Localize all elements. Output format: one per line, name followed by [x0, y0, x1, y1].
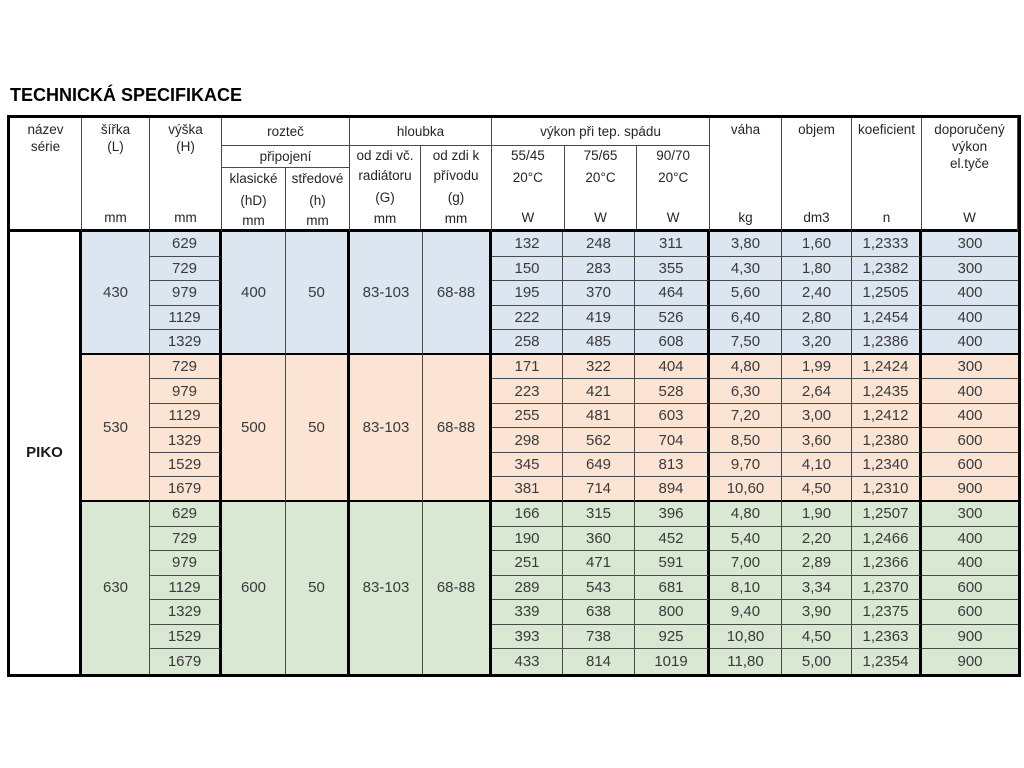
- height-cell: 729: [150, 257, 222, 282]
- power-75-65-cell: 421: [563, 379, 635, 404]
- height-cell: 1679: [150, 649, 222, 674]
- power-90-70-cell: 528: [635, 379, 710, 404]
- header-power-90-70-label: 90/70: [656, 148, 691, 163]
- header-power-55-45-unit: W: [521, 210, 535, 225]
- volume-cell: 2,40: [782, 281, 852, 306]
- el-power-cell: 900: [922, 649, 1018, 674]
- volume-cell: 3,20: [782, 330, 852, 355]
- power-90-70-cell: 452: [635, 527, 710, 552]
- height-cell: 979: [150, 379, 222, 404]
- volume-cell: 4,10: [782, 453, 852, 478]
- header-recommended-power: [922, 118, 1018, 232]
- weight-cell: 10,60: [710, 477, 782, 502]
- weight-cell: 4,80: [710, 502, 782, 527]
- power-90-70-cell: 404: [635, 355, 710, 380]
- header-pitch-classic-symbol: (hD): [240, 193, 267, 208]
- header-height: [150, 118, 222, 232]
- power-90-70-cell: 396: [635, 502, 710, 527]
- header-width-symbol: (L): [107, 138, 124, 154]
- depth-radiator-cell: 83-103: [350, 232, 423, 355]
- height-cell: 1129: [150, 306, 222, 331]
- el-power-cell: 600: [922, 576, 1018, 601]
- header-power-75-65: [565, 146, 638, 229]
- power-90-70-cell: 813: [635, 453, 710, 478]
- width-cell: 630: [82, 502, 150, 674]
- power-75-65-cell: 814: [563, 649, 635, 674]
- header-depth-title: hloubka: [350, 118, 491, 146]
- width-cell: 430: [82, 232, 150, 355]
- header-pitch-classic-label: klasické: [229, 171, 278, 186]
- weight-cell: 5,60: [710, 281, 782, 306]
- depth-supply-cell: 68-88: [423, 355, 492, 502]
- volume-cell: 3,00: [782, 404, 852, 429]
- pitch-central-cell: 50: [286, 355, 350, 502]
- header-power-90-70: [637, 146, 709, 229]
- width-cell: 530: [82, 355, 150, 502]
- coefficient-cell: 1,2310: [852, 477, 922, 502]
- height-cell: 729: [150, 527, 222, 552]
- power-55-45-cell: 345: [492, 453, 563, 478]
- power-55-45-cell: 255: [492, 404, 563, 429]
- volume-cell: 2,80: [782, 306, 852, 331]
- pitch-central-cell: 50: [286, 502, 350, 674]
- coefficient-cell: 1,2386: [852, 330, 922, 355]
- header-depth-supply-unit: mm: [444, 211, 468, 226]
- power-75-65-cell: 315: [563, 502, 635, 527]
- pitch-classic-cell: 500: [222, 355, 286, 502]
- height-cell: 629: [150, 502, 222, 527]
- coefficient-cell: 1,2507: [852, 502, 922, 527]
- power-75-65-cell: 370: [563, 281, 635, 306]
- header-power-75-65-unit: W: [594, 210, 607, 225]
- header-depth-radiator-line1: od zdi vč.: [356, 148, 414, 163]
- power-75-65-cell: 283: [563, 257, 635, 282]
- power-55-45-cell: 132: [492, 232, 563, 257]
- weight-cell: 8,10: [710, 576, 782, 601]
- power-90-70-cell: 591: [635, 551, 710, 576]
- volume-cell: 2,20: [782, 527, 852, 552]
- height-cell: 729: [150, 355, 222, 380]
- header-height-symbol: (H): [176, 138, 195, 154]
- weight-cell: 11,80: [710, 649, 782, 674]
- header-series-name-line1: název: [27, 122, 64, 137]
- height-cell: 1129: [150, 404, 222, 429]
- el-power-cell: 400: [922, 330, 1018, 355]
- volume-cell: 2,64: [782, 379, 852, 404]
- volume-cell: 1,99: [782, 355, 852, 380]
- weight-cell: 4,30: [710, 257, 782, 282]
- header-recommended-power-line2: výkon: [951, 138, 988, 154]
- power-75-65-cell: 562: [563, 428, 635, 453]
- volume-cell: 1,90: [782, 502, 852, 527]
- coefficient-cell: 1,2366: [852, 551, 922, 576]
- header-width: [82, 118, 150, 232]
- header-depth-group: [350, 118, 492, 232]
- el-power-cell: 400: [922, 551, 1018, 576]
- volume-cell: 4,50: [782, 625, 852, 650]
- height-cell: 979: [150, 551, 222, 576]
- power-55-45-cell: 289: [492, 576, 563, 601]
- el-power-cell: 400: [922, 404, 1018, 429]
- header-depth-radiator-unit: mm: [373, 211, 397, 226]
- header-volume-unit: dm3: [803, 210, 830, 225]
- coefficient-cell: 1,2412: [852, 404, 922, 429]
- el-power-cell: 600: [922, 600, 1018, 625]
- page-title: TECHNICKÁ SPECIFIKACE: [10, 85, 243, 105]
- el-power-cell: 400: [922, 527, 1018, 552]
- header-pitch-central-symbol: (h): [309, 193, 326, 208]
- weight-cell: 7,00: [710, 551, 782, 576]
- depth-supply-cell: 68-88: [423, 232, 492, 355]
- height-cell: 1329: [150, 330, 222, 355]
- power-55-45-cell: 298: [492, 428, 563, 453]
- volume-cell: 2,89: [782, 551, 852, 576]
- weight-cell: 4,80: [710, 355, 782, 380]
- header-pitch-classic: [222, 168, 286, 232]
- power-75-65-cell: 481: [563, 404, 635, 429]
- header-depth-radiator-line2: radiátoru: [358, 168, 412, 183]
- header-power-title: výkon při tep. spádu: [492, 118, 709, 146]
- header-volume-label: objem: [798, 122, 835, 137]
- volume-cell: 3,90: [782, 600, 852, 625]
- el-power-cell: 300: [922, 355, 1018, 380]
- coefficient-cell: 1,2382: [852, 257, 922, 282]
- el-power-cell: 600: [922, 453, 1018, 478]
- power-55-45-cell: 223: [492, 379, 563, 404]
- header-pitch-central-label: středové: [291, 171, 344, 186]
- coefficient-cell: 1,2363: [852, 625, 922, 650]
- header-coefficient-label: koeficient: [857, 122, 916, 137]
- weight-cell: 6,40: [710, 306, 782, 331]
- power-90-70-cell: 311: [635, 232, 710, 257]
- header-series-name: [10, 118, 82, 232]
- header-pitch-subtitle: připojení: [222, 146, 349, 168]
- power-90-70-cell: 800: [635, 600, 710, 625]
- header-depth-supply: [421, 146, 491, 230]
- weight-cell: 9,40: [710, 600, 782, 625]
- coefficient-cell: 1,2380: [852, 428, 922, 453]
- header-width-label: šířka: [100, 122, 131, 137]
- power-75-65-cell: 738: [563, 625, 635, 650]
- header-power-75-65-label: 75/65: [583, 148, 618, 163]
- volume-cell: 3,34: [782, 576, 852, 601]
- weight-cell: 3,80: [710, 232, 782, 257]
- power-90-70-cell: 355: [635, 257, 710, 282]
- el-power-cell: 400: [922, 379, 1018, 404]
- weight-cell: 9,70: [710, 453, 782, 478]
- power-90-70-cell: 464: [635, 281, 710, 306]
- header-depth-radiator-symbol: (G): [375, 190, 395, 205]
- header-pitch-classic-unit: mm: [242, 213, 265, 228]
- depth-supply-cell: 68-88: [423, 502, 492, 674]
- power-75-65-cell: 419: [563, 306, 635, 331]
- el-power-cell: 300: [922, 232, 1018, 257]
- pitch-classic-cell: 600: [222, 502, 286, 674]
- power-75-65-cell: 714: [563, 477, 635, 502]
- power-75-65-cell: 638: [563, 600, 635, 625]
- header-weight-label: váha: [730, 122, 761, 137]
- power-55-45-cell: 222: [492, 306, 563, 331]
- power-90-70-cell: 608: [635, 330, 710, 355]
- el-power-cell: 400: [922, 306, 1018, 331]
- header-power-group: [492, 118, 710, 232]
- volume-cell: 4,50: [782, 477, 852, 502]
- coefficient-cell: 1,2466: [852, 527, 922, 552]
- spec-table: [7, 115, 1021, 677]
- power-90-70-cell: 681: [635, 576, 710, 601]
- header-coefficient: [852, 118, 922, 232]
- power-90-70-cell: 1019: [635, 649, 710, 674]
- header-pitch-title: rozteč: [222, 118, 349, 146]
- power-90-70-cell: 704: [635, 428, 710, 453]
- header-power-90-70-unit: W: [666, 210, 680, 225]
- weight-cell: 6,30: [710, 379, 782, 404]
- header-depth-supply-line2: přívodu: [433, 168, 479, 183]
- header-pitch-central: [286, 168, 349, 232]
- el-power-cell: 300: [922, 502, 1018, 527]
- height-cell: 1329: [150, 600, 222, 625]
- el-power-cell: 900: [922, 625, 1018, 650]
- header-pitch-group: [222, 118, 350, 232]
- power-55-45-cell: 150: [492, 257, 563, 282]
- weight-cell: 5,40: [710, 527, 782, 552]
- depth-radiator-cell: 83-103: [350, 355, 423, 502]
- header-weight: [710, 118, 782, 232]
- power-55-45-cell: 258: [492, 330, 563, 355]
- header-recommended-power-line3: el.tyče: [949, 155, 990, 171]
- power-75-65-cell: 649: [563, 453, 635, 478]
- header-coefficient-unit: n: [882, 210, 891, 225]
- weight-cell: 10,80: [710, 625, 782, 650]
- volume-cell: 1,60: [782, 232, 852, 257]
- power-55-45-cell: 166: [492, 502, 563, 527]
- header-depth-supply-line1: od zdi k: [432, 148, 480, 163]
- height-cell: 1129: [150, 576, 222, 601]
- power-55-45-cell: 381: [492, 477, 563, 502]
- depth-radiator-cell: 83-103: [350, 502, 423, 674]
- header-height-unit: mm: [174, 210, 197, 225]
- power-75-65-cell: 471: [563, 551, 635, 576]
- header-height-label: výška: [168, 122, 203, 137]
- header-depth-supply-symbol: (g): [447, 190, 465, 205]
- el-power-cell: 900: [922, 477, 1018, 502]
- header-power-90-70-temp: 20°C: [658, 170, 689, 185]
- height-cell: 1529: [150, 453, 222, 478]
- pitch-central-cell: 50: [286, 232, 350, 355]
- weight-cell: 8,50: [710, 428, 782, 453]
- header-recommended-power-line1: doporučený: [934, 122, 1005, 137]
- header-power-55-45-label: 55/45: [510, 148, 545, 163]
- coefficient-cell: 1,2370: [852, 576, 922, 601]
- coefficient-cell: 1,2424: [852, 355, 922, 380]
- power-75-65-cell: 360: [563, 527, 635, 552]
- el-power-cell: 300: [922, 257, 1018, 282]
- power-55-45-cell: 339: [492, 600, 563, 625]
- el-power-cell: 400: [922, 281, 1018, 306]
- coefficient-cell: 1,2454: [852, 306, 922, 331]
- power-90-70-cell: 603: [635, 404, 710, 429]
- volume-cell: 3,60: [782, 428, 852, 453]
- power-55-45-cell: 393: [492, 625, 563, 650]
- height-cell: 1529: [150, 625, 222, 650]
- header-volume: [782, 118, 852, 232]
- power-55-45-cell: 251: [492, 551, 563, 576]
- power-55-45-cell: 171: [492, 355, 563, 380]
- height-cell: 629: [150, 232, 222, 257]
- coefficient-cell: 1,2340: [852, 453, 922, 478]
- power-90-70-cell: 894: [635, 477, 710, 502]
- header-power-55-45-temp: 20°C: [512, 170, 543, 185]
- coefficient-cell: 1,2333: [852, 232, 922, 257]
- header-series-name-line2: série: [30, 138, 61, 154]
- header-pitch-central-unit: mm: [306, 213, 329, 228]
- coefficient-cell: 1,2435: [852, 379, 922, 404]
- power-55-45-cell: 195: [492, 281, 563, 306]
- coefficient-cell: 1,2505: [852, 281, 922, 306]
- power-90-70-cell: 925: [635, 625, 710, 650]
- power-55-45-cell: 190: [492, 527, 563, 552]
- power-75-65-cell: 543: [563, 576, 635, 601]
- header-weight-unit: kg: [738, 210, 753, 225]
- header-depth-radiator: [350, 146, 421, 230]
- height-cell: 1679: [150, 477, 222, 502]
- header-power-55-45: [492, 146, 565, 229]
- el-power-cell: 600: [922, 428, 1018, 453]
- header-recommended-power-unit: W: [963, 210, 976, 225]
- height-cell: 1329: [150, 428, 222, 453]
- power-75-65-cell: 485: [563, 330, 635, 355]
- height-cell: 979: [150, 281, 222, 306]
- coefficient-cell: 1,2354: [852, 649, 922, 674]
- volume-cell: 5,00: [782, 649, 852, 674]
- header-width-unit: mm: [104, 210, 127, 225]
- volume-cell: 1,80: [782, 257, 852, 282]
- power-75-65-cell: 322: [563, 355, 635, 380]
- series-name-cell: PIKO: [10, 232, 82, 674]
- power-90-70-cell: 526: [635, 306, 710, 331]
- weight-cell: 7,50: [710, 330, 782, 355]
- header-power-75-65-temp: 20°C: [585, 170, 616, 185]
- weight-cell: 7,20: [710, 404, 782, 429]
- power-55-45-cell: 433: [492, 649, 563, 674]
- power-75-65-cell: 248: [563, 232, 635, 257]
- pitch-classic-cell: 400: [222, 232, 286, 355]
- coefficient-cell: 1,2375: [852, 600, 922, 625]
